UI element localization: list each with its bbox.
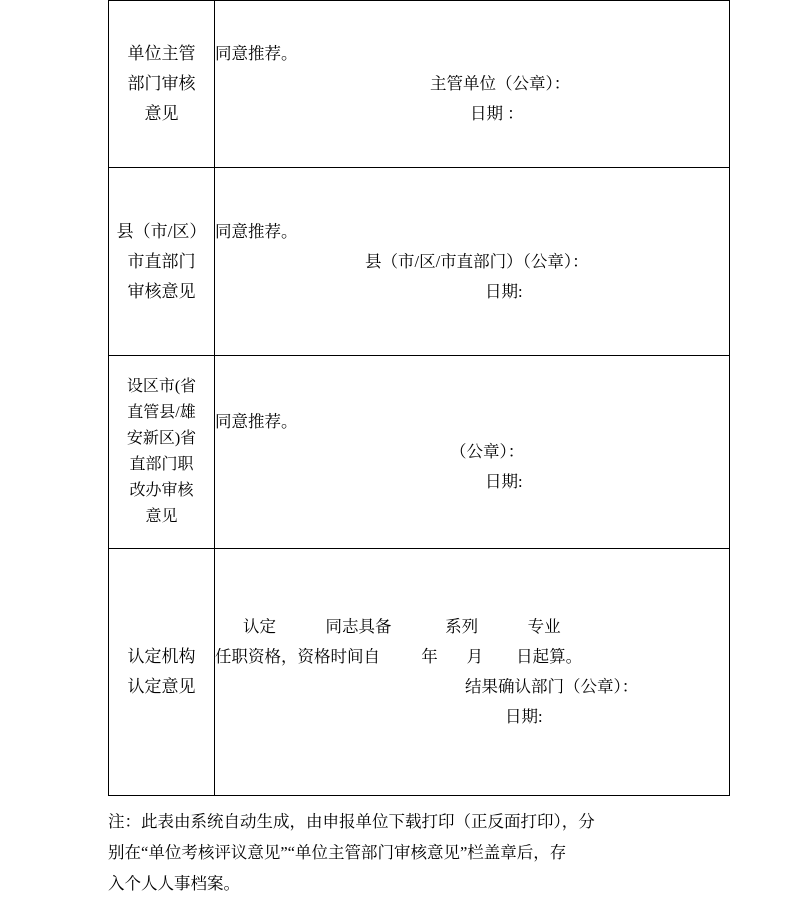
- row-label-county-city-district: [109, 168, 215, 356]
- footer-note: [108, 806, 718, 899]
- label-line: 直部门职: [129, 456, 194, 473]
- label-line: 安新区)省: [126, 430, 197, 447]
- row-content-county-city-district: [215, 168, 730, 356]
- row-content-certifying-body: [215, 549, 730, 796]
- row-label-certifying-body: [109, 549, 215, 796]
- table-row: [109, 1, 730, 168]
- certification-line-2: 任职资格，资格时间自 年 月 日起算。: [215, 647, 583, 666]
- table-row: [109, 168, 730, 356]
- note-line: 入个人人事档案。: [108, 874, 240, 893]
- seal-line: 主管单位（公章）：: [430, 74, 571, 93]
- opinion-text: 同意推荐。: [215, 412, 298, 431]
- note-line: 别在“单位考核评议意见”“单位主管部门审核意见”栏盖章后，存: [108, 843, 567, 862]
- label-line: 设区市(省: [126, 378, 197, 395]
- table-row: [109, 356, 730, 549]
- opinion-text: 同意推荐。: [215, 221, 298, 241]
- label-line: 改办审核: [129, 482, 194, 499]
- row-content-provincial-office: [215, 356, 730, 549]
- seal-line: 结果确认部门（公章）：: [465, 677, 639, 696]
- label-line: 单位主管: [127, 44, 196, 63]
- label-line: 部门审核: [127, 74, 196, 93]
- date-line: 日期:: [485, 281, 523, 301]
- label-line: 直管县/雄: [127, 404, 196, 421]
- table-row: [109, 549, 730, 796]
- date-line: 日期 ：: [470, 104, 524, 123]
- label-line: 县（市/区）: [116, 221, 207, 241]
- seal-line: 县（市/区/市直部门）（公章）：: [365, 251, 589, 271]
- label-line: 意见: [144, 104, 179, 123]
- row-content-supervising-department: [215, 1, 730, 168]
- label-line: 认定机构: [127, 647, 196, 666]
- certification-line-1: 认定 同志具备 系列 专业: [243, 617, 561, 636]
- opinion-text: 同意推荐。: [215, 44, 298, 63]
- date-line: 日期:: [505, 707, 543, 726]
- note-line: 注：此表由系统自动生成，由申报单位下载打印（正反面打印），分: [108, 812, 595, 831]
- label-line: 认定意见: [127, 677, 196, 696]
- label-line: 意见: [145, 508, 178, 525]
- approval-form-table: [108, 0, 730, 796]
- date-line: 日期:: [485, 472, 523, 491]
- label-line: 市直部门: [127, 251, 196, 271]
- row-label-supervising-department: [109, 1, 215, 168]
- label-line: 审核意见: [127, 281, 196, 301]
- row-label-provincial-office: [109, 356, 215, 549]
- seal-line: （公章）：: [450, 442, 525, 461]
